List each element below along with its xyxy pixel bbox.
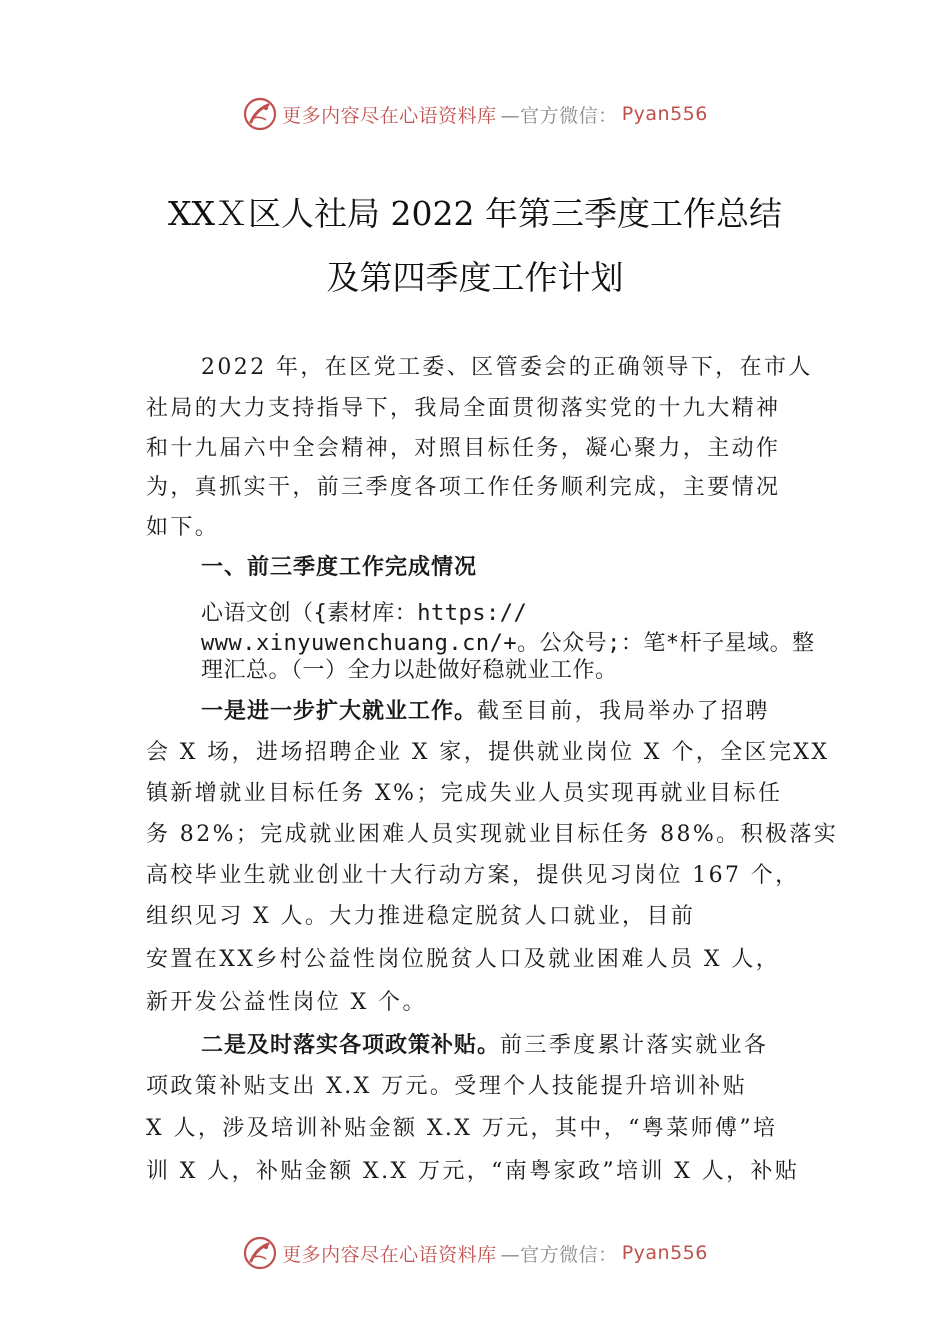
source-note-line: www.xinyuwenchuang.cn/+。公众号;：笔*杆子星域。整	[201, 631, 815, 656]
footer-banner	[0, 1233, 950, 1273]
source-note-line: 理汇总。（一）全力以赴做好稳就业工作。	[201, 658, 618, 683]
banner-wechat-handle: Pyan556	[621, 1242, 708, 1264]
brush-logo-icon	[242, 96, 278, 132]
paragraph-line: 组织见习 X 人。大力推进稳定脱贫人口就业，目前	[146, 904, 696, 929]
paragraph-text: 前三季度累计落实就业各	[500, 1033, 769, 1058]
paragraph-line: 训 X 人，补贴金额 X.X 万元，“南粤家政”培训 X 人，补贴	[146, 1159, 800, 1184]
paragraph-employment-first-line	[201, 694, 770, 725]
source-note-line: 心语文创（{素材库：https://	[201, 601, 528, 626]
paragraph-lead: 二是及时落实各项政策补贴。	[201, 1033, 501, 1058]
banner-main-text: 更多内容尽在心语资料库	[282, 1243, 497, 1266]
intro-line: 社局的大力支持指导下，我局全面贯彻落实党的十九大精神	[146, 396, 781, 421]
paragraph-line: 务 82%；完成就业困难人员实现就业目标任务 88%。积极落实	[146, 822, 839, 847]
paragraph-line: 安置在XX乡村公益性岗位脱贫人口及就业困难人员 X 人，	[146, 947, 781, 972]
paragraph-lead: 一是进一步扩大就业工作。	[201, 699, 478, 724]
paragraph-line: 新开发公益性岗位 X 个。	[146, 990, 427, 1015]
intro-line: 如下。	[146, 515, 220, 540]
banner-wechat-label: —官方微信：	[500, 1243, 618, 1266]
paragraph-line: 镇新增就业目标任务 X%；完成失业人员实现再就业目标任	[146, 781, 783, 806]
paragraph-line: 会 X 场，进场招聘企业 X 家，提供就业岗位 X 个，全区完XX	[146, 740, 830, 765]
paragraph-text: 截至目前，我局举办了招聘	[477, 699, 770, 724]
intro-line: 2022 年，在区党工委、区管委会的正确领导下，在市人	[201, 355, 813, 380]
intro-line: 和十九届六中全会精神，对照目标任务，凝心聚力，主动作	[146, 436, 781, 461]
paragraph-subsidy-first-line	[201, 1028, 768, 1059]
banner-wechat-label: —官方微信：	[500, 104, 618, 127]
section-heading: 一、前三季度工作完成情况	[201, 555, 478, 580]
banner-main-text: 更多内容尽在心语资料库	[282, 104, 497, 127]
paragraph-line: 高校毕业生就业创业十大行动方案，提供见习岗位 167 个，	[146, 863, 800, 888]
header-banner	[0, 94, 950, 134]
intro-line: 为，真抓实干，前三季度各项工作任务顺利完成，主要情况	[146, 475, 781, 500]
document-title-line-1: XXＸ区人社局 2022 年第三季度工作总结	[168, 194, 782, 233]
banner-wechat-handle: Pyan556	[621, 103, 708, 125]
brush-logo-icon	[242, 1235, 278, 1271]
paragraph-line: X 人，涉及培训补贴金额 X.X 万元，其中，“粤菜师傅”培	[146, 1116, 778, 1141]
document-title-line-2: 及第四季度工作计划	[326, 258, 624, 297]
paragraph-line: 项政策补贴支出 X.X 万元。受理个人技能提升培训补贴	[146, 1074, 748, 1099]
